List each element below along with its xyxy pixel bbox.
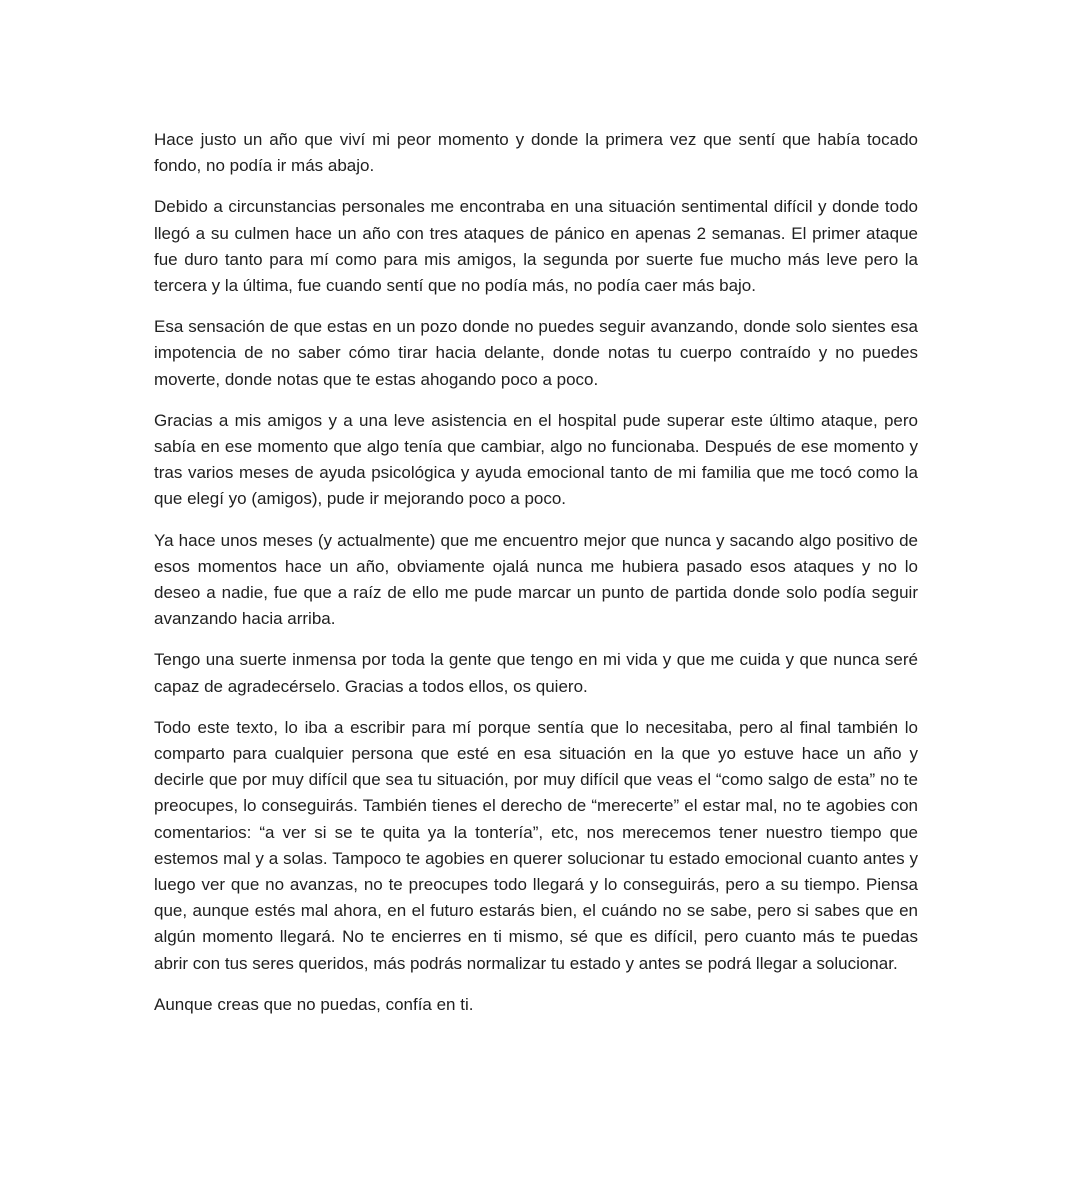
paragraph-7: Todo este texto, lo iba a escribir para mí porque sentía que lo necesitaba, pero al final también lo comparto para cualquier persona que esté en esa situación en la que yo estuve hace un año y decirle que por muy difícil que sea tu situación, por muy difícil que veas el “como salgo de esta” no te preocupes, lo conseguirás. También tienes el derecho de “merecerte” el estar mal, no te agobies con comentarios: “a ver si se te quita ya la tontería”, etc, nos merecemos tener nuestro tiempo que estemos mal y a solas. Tampoco te agobies en querer solucionar tu estado emocional cuanto antes y luego ver que no avanzas, no te preocupes todo llegará y lo conseguirás, pero a su tiempo. Piensa que, aunque estés mal ahora, en el futuro estarás bien, el cuándo no se sabe, pero si sabes que en algún momento llegará. No te encierres en ti mismo, sé que es difícil, pero cuanto más te puedas abrir con tus seres queridos, más podrás normalizar tu estado y antes se podrá llegar a solucionar.	[154, 717, 918, 973]
paragraph-6: Tengo una suerte inmensa por toda la gente que tengo en mi vida y que me cuida y que nunca seré capaz de agradecérselo. Gracias a todos ellos, os quiero.	[154, 650, 918, 696]
paragraph-8: Aunque creas que no puedas, confía en ti.	[154, 994, 474, 1014]
paragraph-1: Hace justo un año que viví mi peor momento y donde la primera vez que sentí que había tocado fondo, no podía ir más abajo.	[154, 130, 918, 176]
paragraph-2: Debido a circunstancias personales me encontraba en una situación sentimental difícil y donde todo llegó a su culmen hace un año con tres ataques de pánico en apenas 2 semanas. El primer ataque fue duro tanto para mí como para mis amigos, la segunda por suerte fue mucho más leve pero la tercera y la última, fue cuando sentí que no podía más, no podía caer más bajo.	[154, 197, 918, 296]
paragraph-4: Gracias a mis amigos y a una leve asistencia en el hospital pude superar este último ataque, pero sabía en ese momento que algo tenía que cambiar, algo no funcionaba. Después de ese momento y tras varios meses de ayuda psicológica y ayuda emocional tanto de mi familia que me tocó como la que elegí yo (amigos), pude ir mejorando poco a poco.	[154, 410, 918, 509]
paragraph-5: Ya hace unos meses (y actualmente) que me encuentro mejor que nunca y sacando algo positivo de esos momentos hace un año, obviamente ojalá nunca me hubiera pasado esos ataques y no lo deseo a nadie, fue que a raíz de ello me pude marcar un punto de partida donde solo podía seguir avanzando hacia arriba.	[154, 530, 918, 629]
paragraph-3: Esa sensación de que estas en un pozo donde no puedes seguir avanzando, donde solo sientes esa impotencia de no saber cómo tirar hacia delante, donde notas tu cuerpo contraído y no puedes moverte, donde notas que te estas ahogando poco a poco.	[154, 317, 918, 389]
document-body	[154, 127, 918, 1033]
